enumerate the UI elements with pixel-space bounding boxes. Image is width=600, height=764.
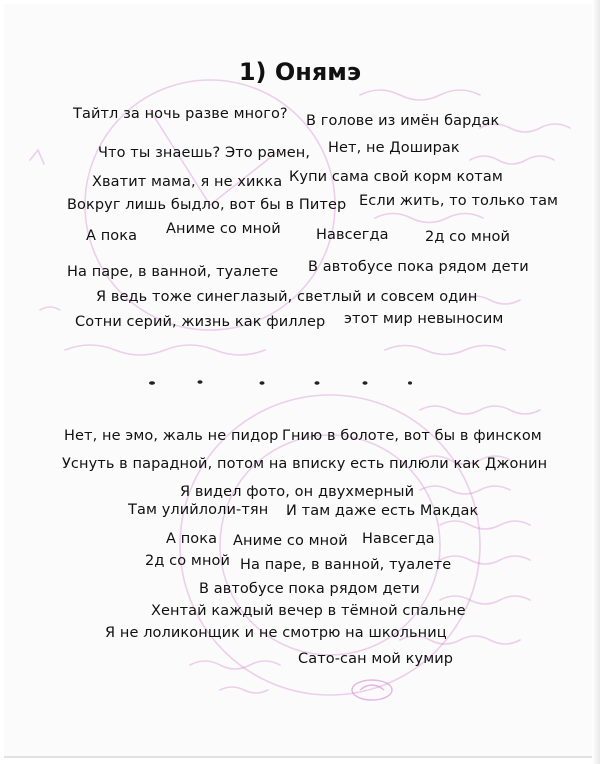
lyric-line: Если жить, то только там — [359, 193, 559, 209]
lyric-line: Я видел фото, он двухмерный — [180, 484, 415, 500]
lyric-line: А пока — [166, 531, 218, 547]
lyric-line: Аниме со мной — [233, 533, 348, 549]
lyric-line: А пока — [86, 228, 138, 244]
lyric-line: В автобусе пока рядом дети — [199, 581, 420, 597]
lyric-line: Я ведь тоже синеглазый, светлый и совсем один — [96, 289, 478, 305]
page-title: 1) Онямэ — [238, 58, 362, 86]
lyric-line: Хватит мама, я не хикка — [92, 174, 283, 190]
lyric-line: Уснуть в парадной, потом на вписку есть пилюли как Джонин — [62, 456, 548, 472]
lyric-line: 2д со мной — [425, 229, 511, 245]
lyric-line: 2д со мной — [145, 553, 231, 569]
lyric-line: Там улийлоли-тян — [128, 502, 269, 518]
lyric-line: Нет, не эмо, жаль не пидор — [64, 428, 279, 444]
lyric-line: Вокруг лишь быдло, вот бы в Питер — [67, 197, 347, 213]
lyric-line: Навсегда — [362, 531, 435, 547]
lyric-line: На паре, в ванной, туалете — [240, 557, 452, 573]
lyric-line: И там даже есть Макдак — [286, 503, 479, 519]
lyric-line: В голове из имён бардак — [306, 113, 500, 129]
lyric-line: В автобусе пока рядом дети — [308, 259, 529, 275]
lyric-line: Что ты знаешь? Это рамен, — [98, 145, 311, 161]
lyric-line: Тайтл за ночь разве много? — [73, 106, 288, 122]
lyric-line: Нет, не Доширак — [328, 140, 460, 156]
lyric-line: Гнию в болоте, вот бы в финском — [282, 428, 542, 444]
lyric-line: Сотни серий, жизнь как филлер — [75, 314, 326, 330]
lyric-line: На паре, в ванной, туалете — [67, 264, 279, 280]
lyric-line: Хентай каждый вечер в тёмной спальне — [151, 603, 466, 619]
lyric-line: Сато-сан мой кумир — [298, 651, 454, 667]
lyric-line: Купи сама свой корм котам — [289, 169, 503, 185]
lyric-line: Я не лоликонщик и не смотрю на школьниц — [105, 625, 447, 641]
lyric-line: Аниме со мной — [166, 221, 281, 237]
lyric-line: Навсегда — [316, 227, 389, 243]
lyric-line: этот мир невыносим — [344, 311, 504, 327]
